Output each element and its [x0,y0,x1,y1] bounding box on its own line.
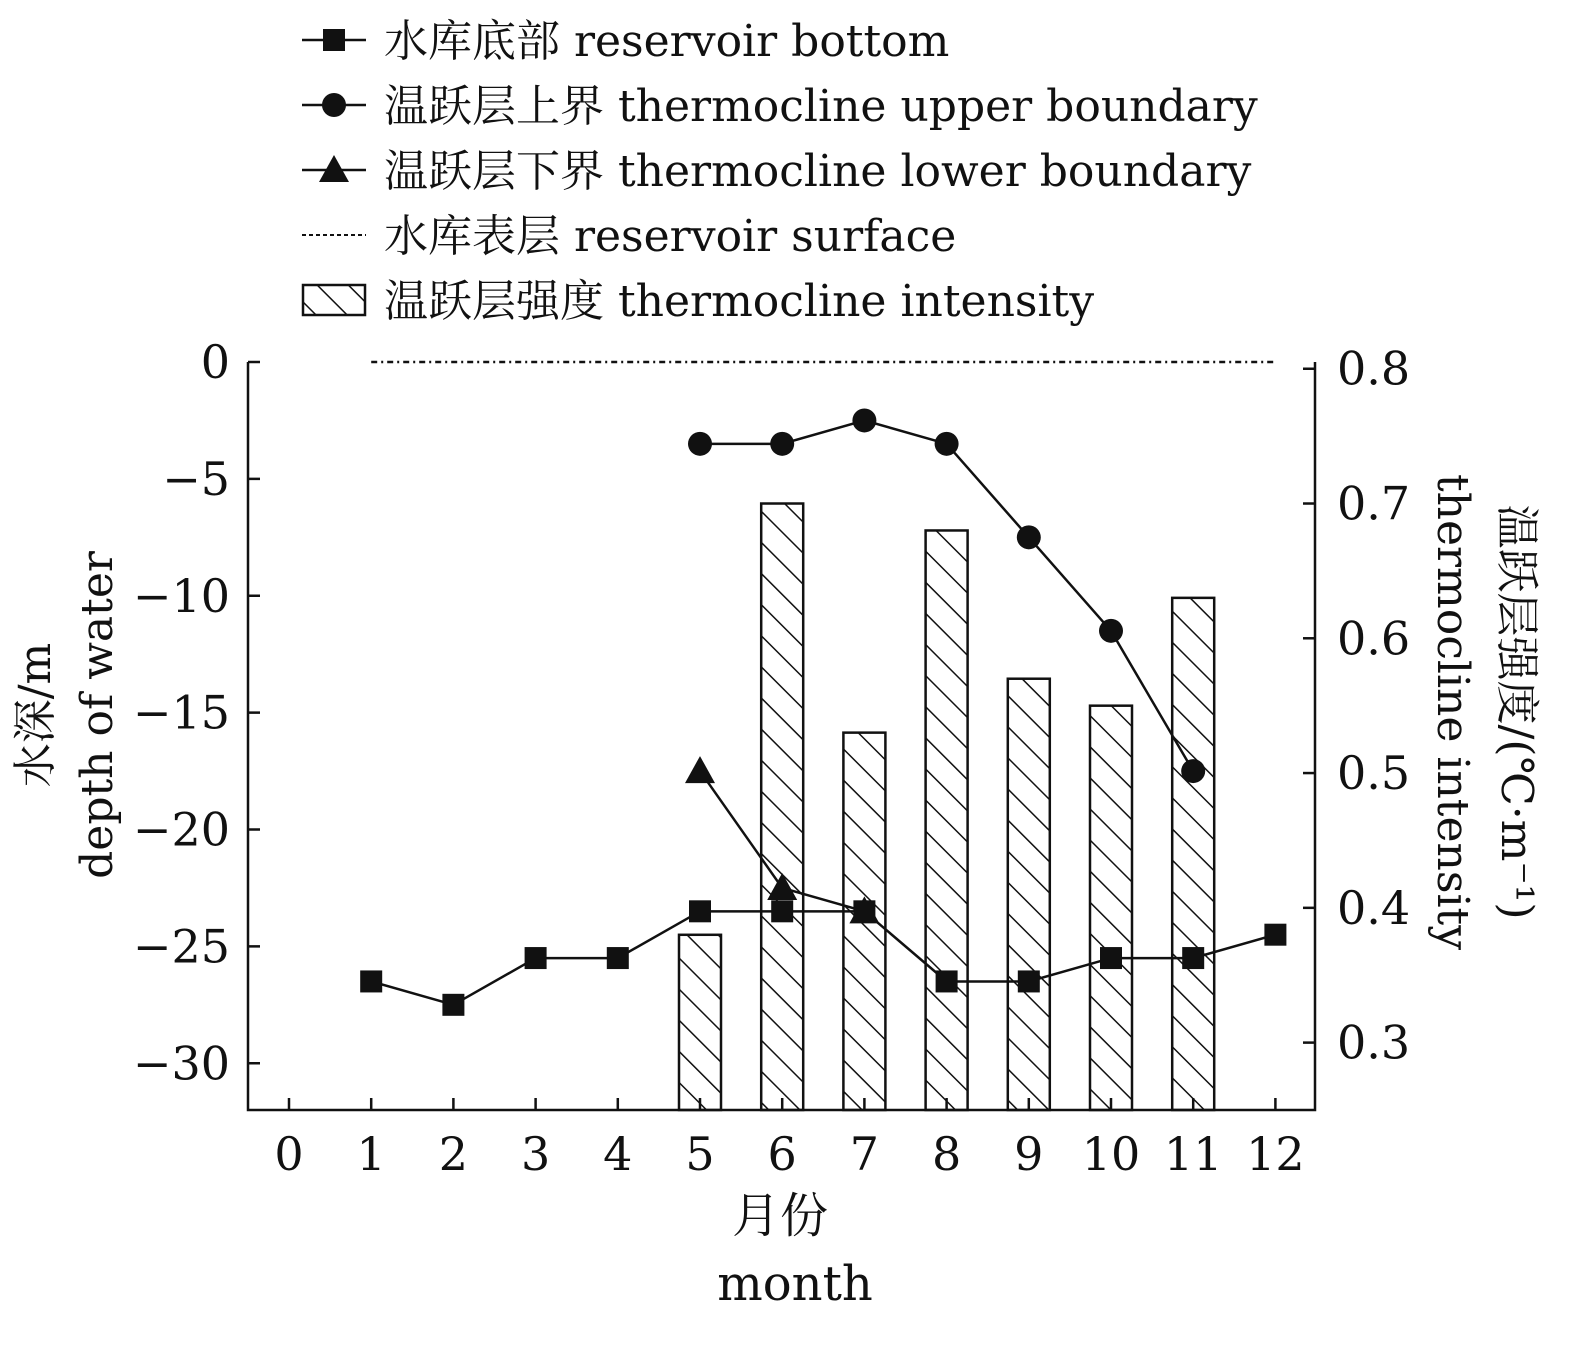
marker-triangle [319,155,349,182]
legend-label: 水库底部 reservoir bottom [384,16,950,67]
series-lines [360,362,1286,1016]
intensity-bar [926,530,968,1110]
intensity-bar [1090,706,1132,1110]
marker-square [607,947,629,969]
marker-square [936,970,958,992]
legend-label: 温跃层下界 thermocline lower boundary [384,146,1252,197]
x-tick-label: 4 [603,1127,633,1181]
marker-circle [770,432,794,456]
x-tick-label: 11 [1163,1127,1223,1181]
x-tick-label: 1 [356,1127,386,1181]
x-tick-label: 5 [685,1127,715,1181]
x-tick-label: 10 [1081,1127,1141,1181]
marker-square [1264,924,1286,946]
y-right-tick-label: 0.4 [1337,880,1411,935]
y-left-tick-label: −30 [132,1036,230,1091]
marker-square [525,947,547,969]
marker-square [323,29,345,51]
legend-label: 水库表层 reservoir surface [384,211,957,262]
marker-square [442,994,464,1016]
marker-circle [322,93,346,117]
marker-circle [1017,525,1041,549]
marker-circle [688,432,712,456]
y-right-title-cn: 温跃层强度/(℃·m⁻¹) [1491,504,1542,920]
legend-label: 温跃层上界 thermocline upper boundary [384,81,1258,132]
intensity-bar [761,504,803,1110]
marker-circle [935,432,959,456]
x-tick-label: 7 [849,1127,880,1181]
y-left-tick-label: 0 [200,335,230,389]
x-tick-label: 9 [1014,1127,1044,1181]
y-right-title-en: thermocline intensity [1427,473,1478,951]
series-line [371,911,1275,1005]
y-right-tick-label: 0.8 [1337,341,1411,396]
y-right-tick-label: 0.7 [1337,476,1411,531]
x-tick-label: 0 [274,1127,304,1181]
y-right-tick-label: 0.3 [1337,1015,1411,1070]
x-tick-label: 12 [1246,1127,1305,1181]
y-right-tick-label: 0.6 [1337,611,1411,666]
x-tick-label: 8 [931,1127,962,1181]
intensity-bar [679,935,721,1110]
legend-label: 温跃层强度 thermocline intensity [384,276,1095,327]
intensity-bar [1172,598,1214,1110]
x-tick-label: 6 [767,1127,797,1181]
legend [302,16,1258,327]
marker-square [1100,947,1122,969]
marker-circle [1181,759,1205,783]
marker-square [771,900,793,922]
y-left-title-cn: 水深/m [10,642,61,788]
y-left-tick-label: −5 [162,451,230,506]
x-tick-label: 2 [438,1127,469,1181]
intensity-bars [679,504,1214,1110]
y-left-tick-label: −15 [132,685,230,740]
marker-square [360,970,382,992]
marker-square [689,900,711,922]
marker-circle [1099,619,1123,643]
y-left-title-en: depth of water [72,551,123,879]
y-left-tick-label: −10 [132,568,230,623]
x-axis-title-en: month [717,1256,873,1312]
marker-square [1182,947,1204,969]
x-tick-label: 3 [520,1127,551,1181]
y-left-tick-label: −25 [132,919,230,974]
intensity-bar [1008,679,1050,1110]
y-left-tick-label: −20 [132,802,230,857]
y-right-tick-label: 0.5 [1337,746,1411,801]
legend-swatch-bar [303,285,365,315]
marker-triangle [685,756,715,783]
x-axis-title-cn: 月份 [731,1188,829,1244]
marker-circle [852,408,876,432]
marker-square [1018,970,1040,992]
